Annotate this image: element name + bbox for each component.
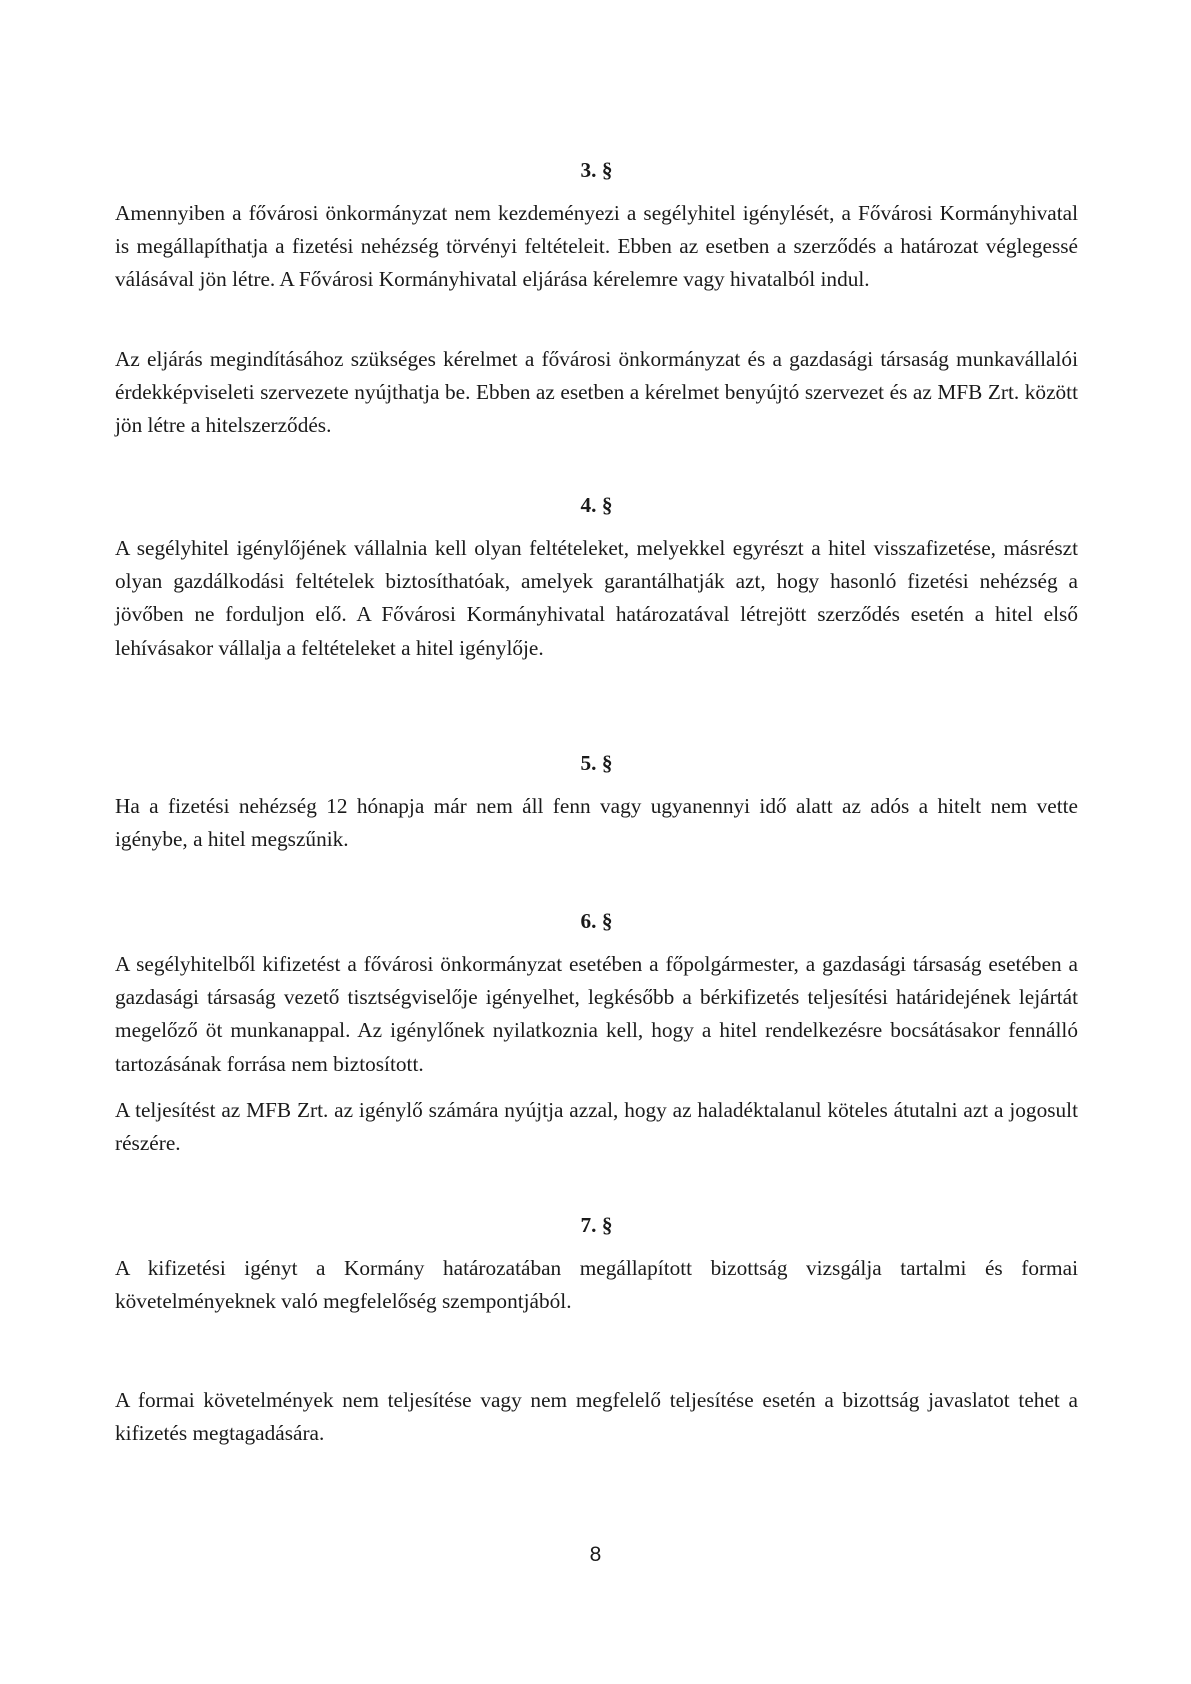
section-7-paragraph-1: A kifizetési igényt a Kormány határozatában megállapított bizottság vizsgálja tartalmi és formai követelményeknek való megfelelőség szempontjából.	[115, 1256, 1078, 1314]
section-heading-6: 6. §	[580, 909, 613, 933]
section-6-paragraph-1: A segélyhitelből kifizetést a fővárosi önkormányzat esetében a főpolgármester, a gazdasági társaság esetében a gazdasági társaság vezető tisztségviselője igényelhet, legkésőbb a bérkifizetés teljesítési határidejének lejártát megelőző öt munkanappal. Az igénylőnek nyilatkoznia kell, hogy a hitel rendelkezésre bocsátásakor fennálló tartozásának forrása nem biztosított.	[115, 952, 1078, 1076]
section-heading-3: 3. §	[580, 158, 613, 182]
section-3-paragraph-2: Az eljárás megindításához szükséges kérelmet a fővárosi önkormányzat és a gazdasági társaság munkavállalói érdekképviseleti szervezete nyújthatja be. Ebben az esetben a kérelmet benyújtó szervezet és az MFB Zrt. között jön létre a hitelszerződés.	[115, 347, 1078, 438]
section-7-paragraph-2: A formai követelmények nem teljesítése vagy nem megfelelő teljesítése esetén a bizottság javaslatot tehet a kifizetés megtagadására.	[115, 1388, 1078, 1446]
section-3-paragraph-1: Amennyiben a fővárosi önkormányzat nem kezdeményezi a segélyhitel igénylését, a Fővárosi Kormányhivatal is megállapíthatja a fizetési nehézség törvényi feltételeit. Ebben az esetben a szerződés a határozat véglegessé válásával jön létre. A Fővárosi Kormányhivatal eljárása kérelemre vagy hivatalból indul.	[115, 201, 1078, 292]
section-5-paragraph-1: Ha a fizetési nehézség 12 hónapja már nem áll fenn vagy ugyanennyi idő alatt az adós a hitelt nem vette igénybe, a hitel megszűnik.	[115, 794, 1078, 852]
section-heading-5: 5. §	[580, 751, 613, 775]
section-4-paragraph-1: A segélyhitel igénylőjének vállalnia kell olyan feltételeket, melyekkel egyrészt a hitel visszafizetése, másrészt olyan gazdálkodási feltételek biztosíthatóak, amelyek garantálhatják azt, hogy hasonló fizetési nehézség a jövőben ne forduljon elő. A Fővárosi Kormányhivatal határozatával létrejött szerződés esetén a hitel első lehívásakor vállalja a feltételeket a hitel igénylője.	[115, 536, 1078, 660]
section-6-paragraph-2: A teljesítést az MFB Zrt. az igénylő számára nyújtja azzal, hogy az haladéktalanul köteles átutalni azt a jogosult részére.	[115, 1098, 1078, 1156]
section-heading-4: 4. §	[580, 493, 613, 517]
section-heading-7: 7. §	[580, 1213, 613, 1237]
page-number: 8	[589, 1543, 602, 1566]
